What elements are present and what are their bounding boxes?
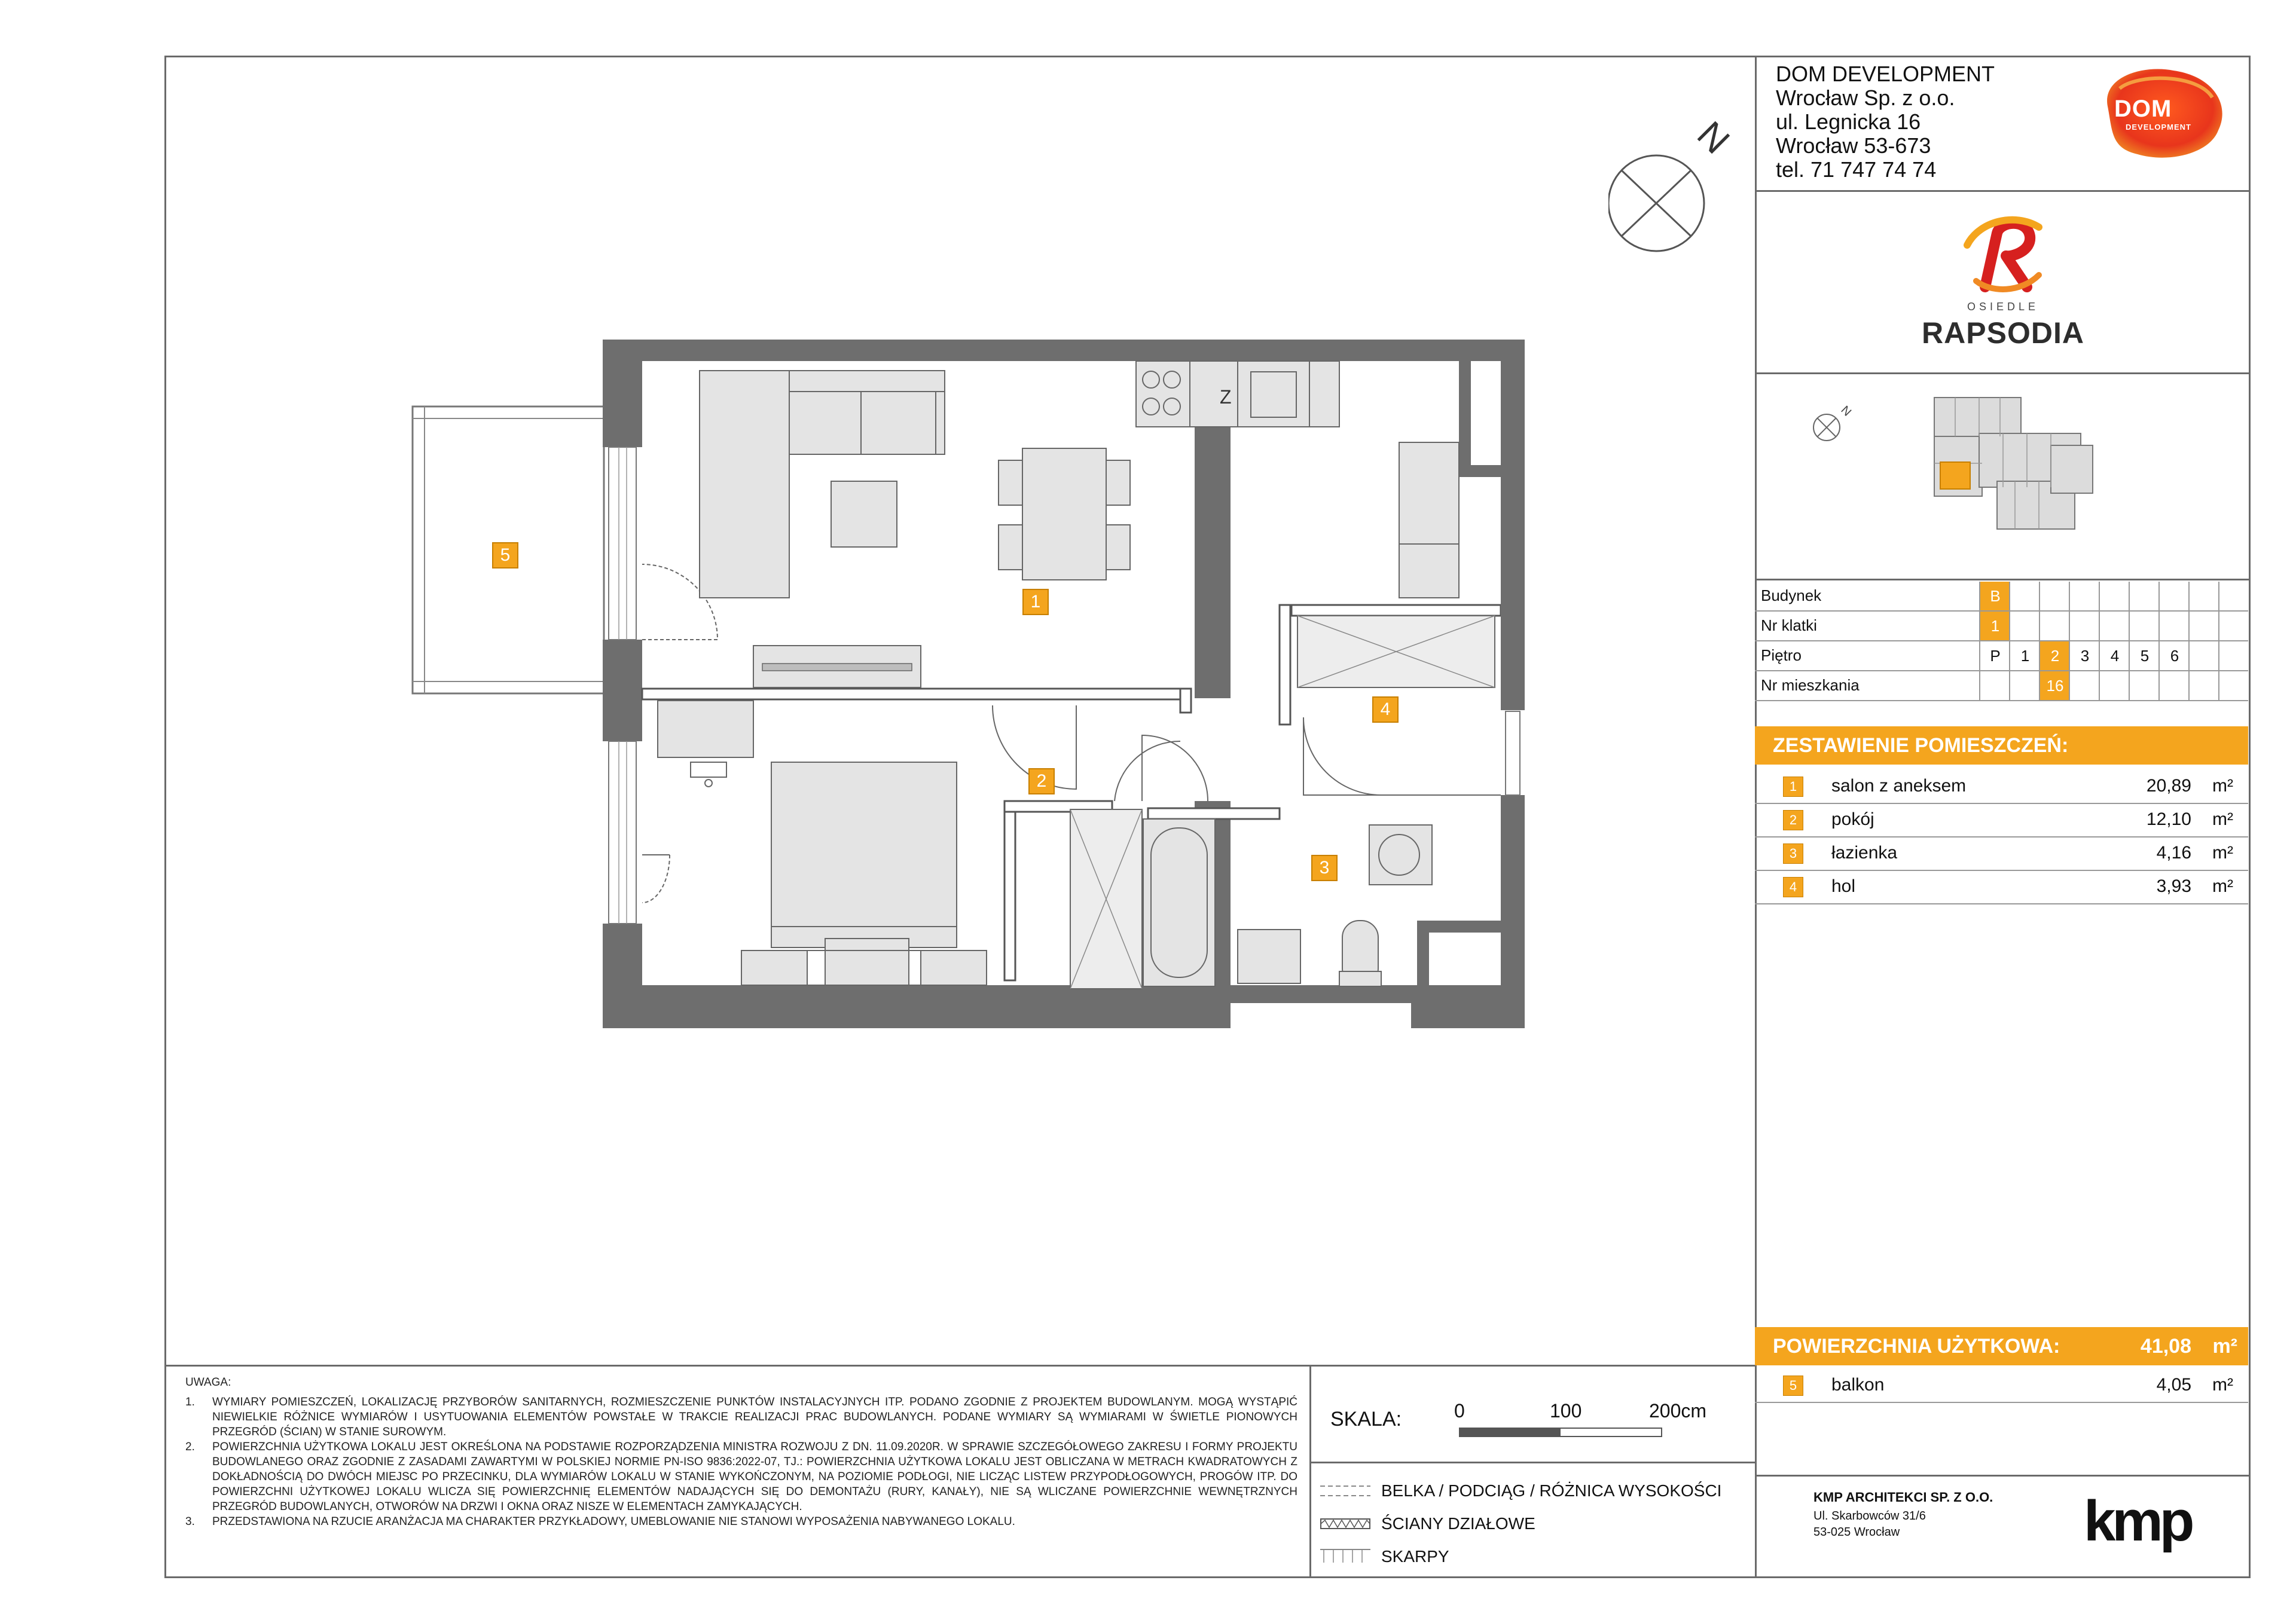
table-empty-cell [2039,582,2070,610]
table-empty-cell [2188,671,2219,700]
room-name: łazienka [1831,843,1898,863]
table-empty-cell [2069,671,2100,700]
room-area: 4,16 [2156,843,2191,863]
table-empty-cell [2099,582,2130,610]
staircase-row [1755,612,2248,641]
legend-reveal-label: SKARPY [1381,1547,1449,1566]
floor-option: 3 [2069,641,2100,670]
desk [658,701,753,757]
architect-divider [1755,1475,2251,1477]
rooms-header [1755,726,2248,765]
logo-divider [1755,372,2251,374]
svg-text:N: N [1838,403,1854,419]
floor-plan [407,323,1531,1040]
rapsodia-r-icon [1955,209,2051,299]
room-row [1755,803,2248,838]
company-street: ul. Legnicka 16 [1776,109,1921,134]
usable-area-bar [1755,1327,2248,1365]
usable-area-value: 41,08 [2140,1335,2191,1358]
bed [741,762,987,985]
fridge-label: Z [1220,386,1232,408]
building-row [1755,582,2248,612]
room-name: salon z aneksem [1831,776,1967,796]
balcony-area: 4,05 [2156,1375,2191,1395]
usable-area-label: POWIERZCHNIA UŻYTKOWA: [1773,1335,2060,1358]
sofa [700,371,945,598]
dining-set [999,448,1130,580]
notes-title: UWAGA: [185,1376,231,1389]
floor-option: 1 [2009,641,2040,670]
apartment-value: 16 [2039,671,2070,700]
legend-partition-symbol [1320,1518,1370,1529]
note-text: POWIERZCHNIA UŻYTKOWA LOKALU JEST OKREŚLONA NA PODSTAWIE ROZPORZĄDZENIA MINISTRA ROZWOJU Z DN. 11.09.2020R. W SPRAWIE SZCZEGÓŁOWEGO ZAKRESU I FORMY PROJEKTU BUDOWLANEGO ORAZ ZGODNIE Z ZASADAMI ZAWARTYMI W POLSKIEJ NORMIE PN-ISO 9836:2022-07, TJ.: POWIERZCHNIA UŻYTKOWA LOKALU JEST OBLICZANA W METRACH KWADRATOWYCH Z DOKŁADNOŚCIĄ DO DWÓCH MIEJSC PO PRZECINKU, DLA WYMIARÓW LOKALU W STANIE WYKOŃCZONYM, NA POZIOMIE PODŁOGI, NIE LICZĄC LISTEW PRZYPODŁOGOWYCH, PROGÓW ITP. DO POWIERZCHNI UŻYTKOWEJ LOKALU WLICZA SIĘ POWIERZCHNIĘ ELEMENTÓW NADAJĄCYCH SIĘ DO DEMONTAŻU (RURY, KANAŁY), NIE SĄ WLICZANE POWIERZCHNIE WEWNĘTRZNYCH PRZEGRÓD BUDOWLANYCH, OTWORÓW NA DRZWI I OKNA ORAZ NISZE W ELEMENTACH ZAMYKAJĄCYCH. [212,1441,1297,1513]
balcony-name: balkon [1831,1375,1885,1395]
keyplan-divider [1755,579,2251,580]
room-area: 3,93 [2156,876,2191,896]
note-number: 3. [185,1515,195,1528]
note-text: WYMIARY POMIESZCZEŃ, LOKALIZACJĘ PRZYBORÓW SANITARNYCH, ROZMIESZCZENIE PUNKTÓW INSTALACYJNYCH ITP. PODANO ZGODNIE Z PROJEKTEM BUDOWLANYM. MOGĄ WYSTĄPIĆ NIEWIELKIE RÓŻNICE WYMIARÓW I USYTUOWANIA ELEMENTÓW POWSTAŁE W TRAKCIE REALIZACJI PRAC BUDOWLANYCH. PODANE WYMIARY SĄ WYMIARAMI W ŚWIETLE PIONOWYCH PRZEGRÓD (ŚCIAN) W STANIE SUROWYM. [212,1396,1297,1438]
rooms-header-text: ZESTAWIENIE POMIESZCZEŃ: [1773,734,2069,757]
room-num: 2 [1783,810,1803,830]
balcony-row [1755,1368,2248,1403]
room-badge: 2 [1028,768,1055,794]
room-num: 3 [1783,843,1803,864]
table-empty-cell [2218,641,2249,670]
note-text: PRZEDSTAWIONA NA RZUCIE ARANŻACJA MA CHARAKTER PRZYKŁADOWY, UMEBLOWANIE NIE STANOWI WYPOSAŻENIA NABYWANEGO LOKALU. [212,1515,1015,1528]
architect-name: KMP ARCHITEKCI SP. Z O.O. [1813,1490,1993,1505]
room-unit: m² [2212,843,2233,863]
note-number: 2. [185,1441,195,1453]
notes-divider [164,1365,1755,1367]
scale-bar [1459,1428,1662,1437]
room-num: 1 [1783,777,1803,797]
scale-legend-divider [1309,1462,1755,1463]
room-row [1755,836,2248,871]
table-empty-cell [2158,671,2190,700]
room-num: 4 [1783,877,1803,897]
building-label: Budynek [1761,586,1822,604]
scale-tick: 100 [1550,1400,1582,1422]
apartment-row [1755,671,2248,701]
company-city: Wrocław 53-673 [1776,133,1931,158]
table-empty-cell [2129,671,2160,700]
scale-divider [1309,1365,1311,1578]
table-empty-cell [2188,641,2219,670]
room-unit: m² [2212,776,2233,796]
notes-block [185,1375,1297,1529]
balcony-unit: m² [2212,1375,2233,1395]
floor-option: 4 [2099,641,2130,670]
room-badge: 4 [1372,696,1399,723]
table-empty-cell [1979,671,2010,700]
table-empty-cell [2009,671,2040,700]
room-unit: m² [2212,809,2233,829]
building-value: B [1979,582,2010,610]
staircase-value: 1 [1979,612,2010,640]
note-item [185,1395,1297,1439]
architect-city: 53-025 Wrocław [1813,1526,1900,1539]
logo-osiedle: OSIEDLE [1967,301,2039,313]
note-item [185,1439,1297,1514]
scale-tick: 0 [1454,1400,1465,1422]
room-area: 20,89 [2146,776,2191,796]
floor-option: 6 [2158,641,2190,670]
company-phone: tel. 71 747 74 74 [1776,157,1937,182]
room-badge: 5 [492,542,518,568]
table-empty-cell [2009,582,2040,610]
room-badge: 1 [1022,589,1049,615]
scale-tick: 200cm [1649,1400,1707,1422]
architect-street: Ul. Skarbowców 31/6 [1813,1509,1926,1523]
table-empty-cell [2069,612,2100,640]
table-empty-cell [2158,612,2190,640]
legend-beam-label: BELKA / PODCIĄG / RÓŻNICA WYSOKOŚCI [1381,1481,1722,1500]
table-empty-cell [2099,612,2130,640]
logo-sub-text: DEVELOPMENT [2126,123,2191,132]
company-name: DOM DEVELOPMENT [1776,62,1995,86]
room-name: pokój [1831,809,1874,829]
balcony-num: 5 [1783,1376,1803,1396]
apartment-label: Nr mieszkania [1761,676,1860,694]
table-empty-cell [2218,671,2249,700]
legend-beam-symbol [1320,1484,1370,1498]
floor-option-selected: 2 [2039,641,2070,670]
kmp-logo [2084,1489,2191,1553]
company-info [1776,62,1995,182]
room-badge: 3 [1311,855,1338,881]
usable-area-unit: m² [2212,1335,2237,1358]
room-area: 12,10 [2146,809,2191,829]
kitchen-counter [1136,361,1459,598]
floor-row [1755,641,2248,671]
floor-option: 5 [2129,641,2160,670]
table-empty-cell [2188,582,2219,610]
room-name: hol [1831,876,1856,896]
staircase-label: Nr klatki [1761,616,1817,634]
room-row [1755,870,2248,904]
floor-option: P [1979,641,2010,670]
key-plan [1800,392,2135,553]
room-unit: m² [2212,876,2233,896]
table-empty-cell [2099,671,2130,700]
kmp-logo-text: kmp [2084,1489,2191,1553]
floor-label: Piętro [1761,646,1802,664]
note-item [185,1514,1297,1529]
bathtub [1143,819,1215,986]
scale-label: SKALA: [1330,1408,1402,1431]
table-empty-cell [2158,582,2190,610]
sink [1238,930,1300,983]
table-empty-cell [2129,582,2160,610]
table-empty-cell [2009,612,2040,640]
logo-main-text: DOM [2114,96,2172,122]
table-empty-cell [2039,612,2070,640]
room-row [1755,769,2248,804]
coffee-table [831,481,897,547]
table-empty-cell [2069,582,2100,610]
logo-rapsodia: RAPSODIA [1922,316,2084,350]
desk-chair [691,762,726,787]
table-empty-cell [2188,612,2219,640]
legend-partition-label: ŚCIANY DZIAŁOWE [1381,1514,1535,1533]
company-legal: Wrocław Sp. z o.o. [1776,85,1955,110]
scale-bar-dark [1460,1429,1561,1436]
legend-reveal-symbol [1320,1547,1370,1564]
table-empty-cell [2218,612,2249,640]
north-label: N [1689,114,1738,162]
note-number: 1. [185,1396,195,1408]
header-divider [1755,190,2251,192]
table-empty-cell [2129,612,2160,640]
table-empty-cell [2218,582,2249,610]
